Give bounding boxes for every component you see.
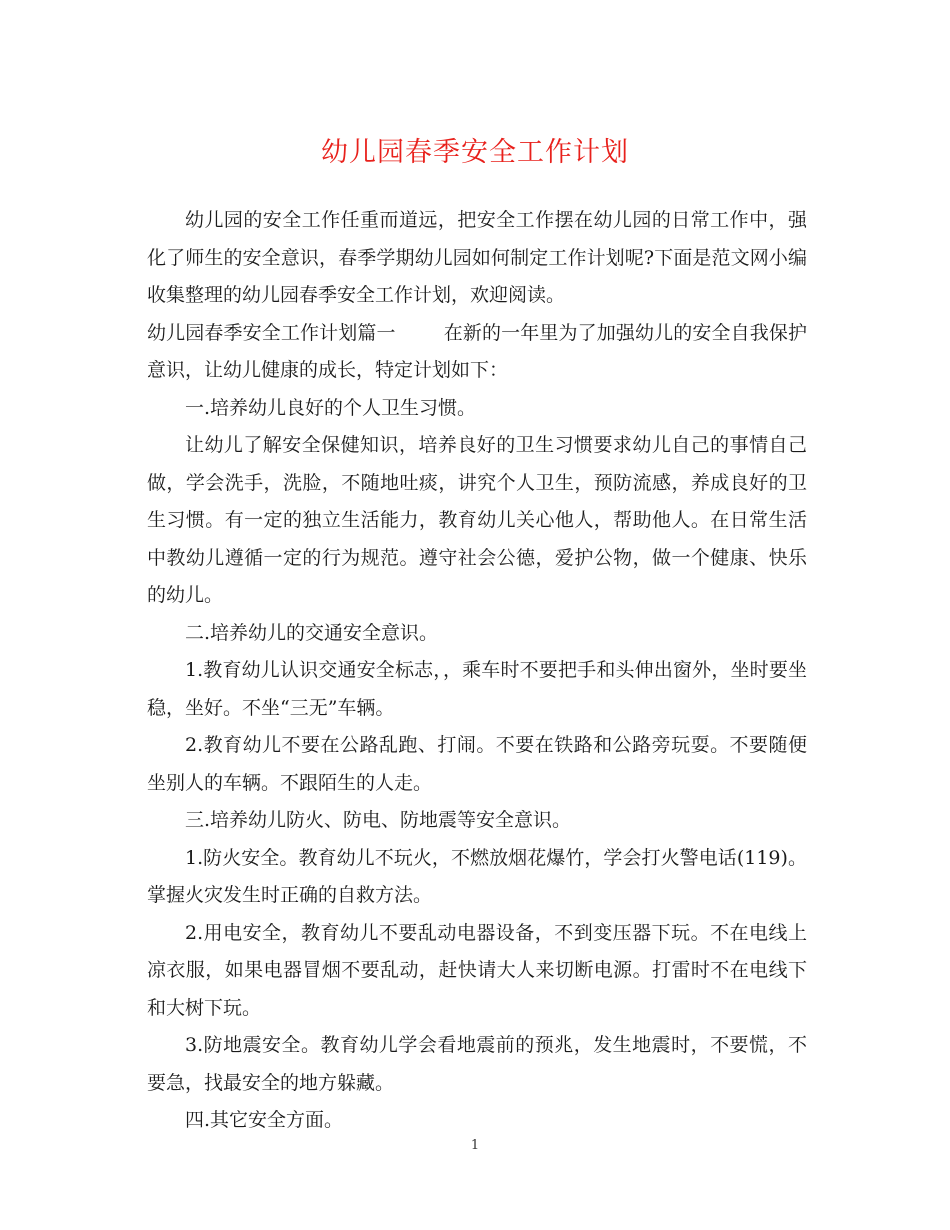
paragraph-earthquake-safety: 3.防地震安全。教育幼儿学会看地震前的预兆，发生地震时，不要慌，不要急，找最安全的地方躲藏。 (147, 1034, 807, 1094)
section-heading-fire-electric-earthquake: 三.培养幼儿防火、防电、防地震等安全意识。 (185, 809, 572, 831)
section-heading-traffic: 二.培养幼儿的交通安全意识。 (185, 621, 439, 644)
plan-intro-text: 在新的一年里为了加强幼儿的安全自我保护意识，让幼儿健康的成长，特定计划如下： (147, 321, 807, 381)
document-title: 幼儿园春季安全工作计划 (321, 137, 629, 168)
paragraph-electric-safety: 2.用电安全，教育幼儿不要乱动电器设备，不到变压器下玩。不在电线上凉衣服，如果电器冒烟不要乱动，赶快请大人来切断电源。打雷时不在电线下和大树下玩。 (147, 921, 807, 1019)
document-body (147, 202, 807, 1140)
paragraph-traffic-1: 1.教育幼儿认识交通安全标志，，乘车时不要把手和头伸出窗外，坐时要坐稳，坐好。不坐“三无”车辆。 (147, 659, 807, 719)
plan-heading-label: 幼儿园春季安全工作计划篇一 (147, 321, 396, 344)
paragraph-traffic-2: 2.教育幼儿不要在公路乱跑、打闹。不要在铁路和公路旁玩耍。不要随便坐别人的车辆。不跟陌生的人走。 (147, 734, 807, 794)
section-heading-hygiene: 一.培养幼儿良好的个人卫生习惯。 (185, 396, 477, 419)
paragraph-intro: 幼儿园的安全工作任重而道远，把安全工作摆在幼儿园的日常工作中，强化了师生的安全意识，春季学期幼儿园如何制定工作计划呢?下面是范文网小编收集整理的幼儿园春季安全工作计划，欢迎阅读。 (147, 209, 807, 306)
paragraph-hygiene: 让幼儿了解安全保健知识，培养良好的卫生习惯要求幼儿自己的事情自己做，学会洗手，洗脸，不随地吐痰，讲究个人卫生，预防流感，养成良好的卫生习惯。有一定的独立生活能力，教育幼儿关心他人，帮助他人。在日常生活中教幼儿遵循一定的行为规范。遵守社会公德，爱护公物，做一个健康、快乐的幼儿。 (147, 434, 807, 606)
paragraph-plan-heading (147, 315, 807, 390)
page-number: 1 (470, 1138, 480, 1153)
paragraph-fire-safety: 1.防火安全。教育幼儿不玩火，不燃放烟花爆竹，学会打火警电话(119)。掌握火灾发生时正确的自救方法。 (147, 846, 807, 906)
section-heading-other: 四.其它安全方面。 (185, 1109, 344, 1131)
